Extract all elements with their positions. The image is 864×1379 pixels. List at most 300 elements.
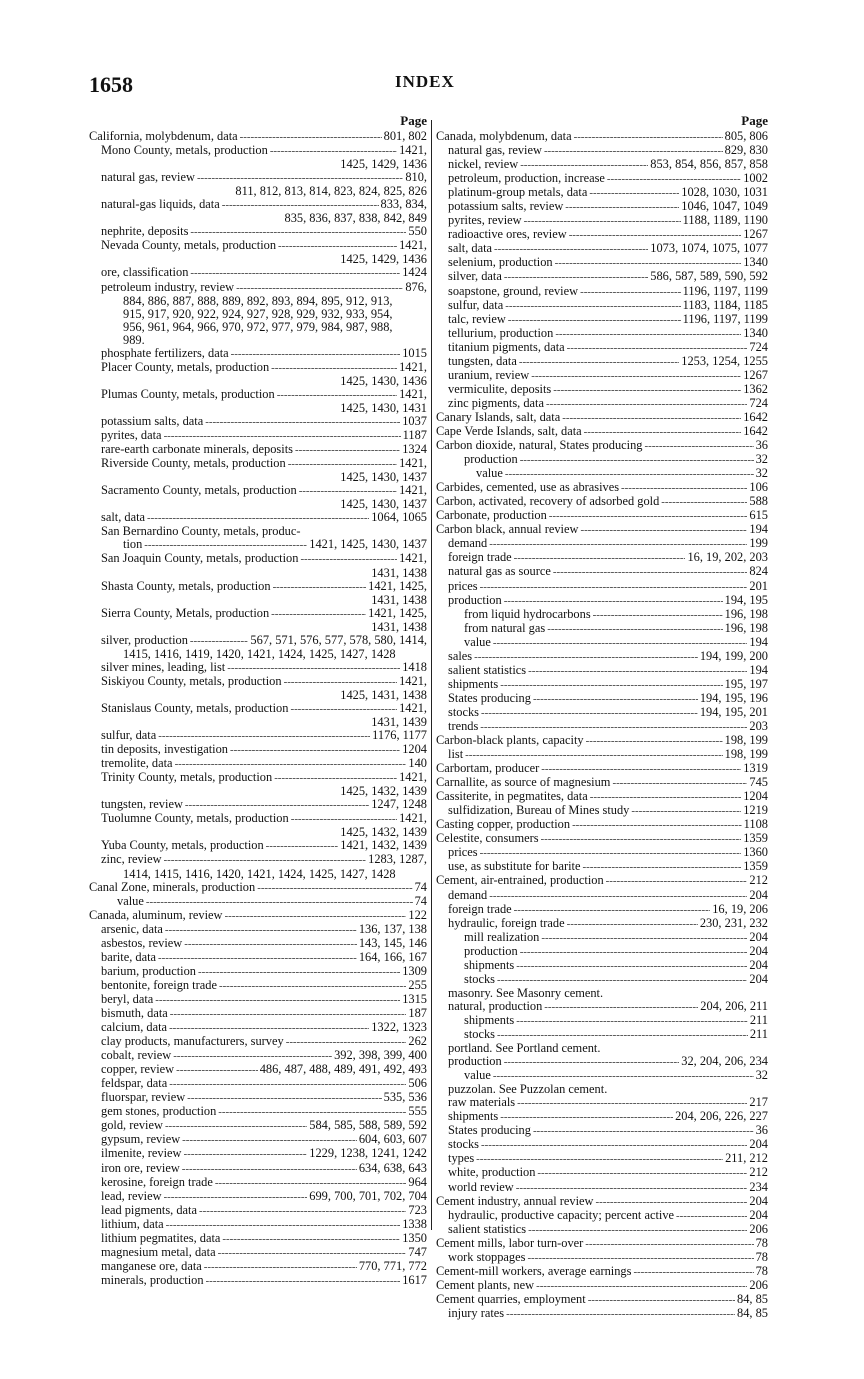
entry-term: types — [448, 1151, 475, 1166]
leader-dots — [295, 443, 400, 457]
column-heading: Page — [741, 113, 768, 128]
index-entry — [436, 299, 768, 313]
entry-line — [436, 973, 768, 987]
entry-line — [89, 798, 427, 812]
leader-dots — [222, 198, 379, 212]
entry-pages: 1421, 1425, — [368, 578, 427, 593]
leader-dots — [528, 664, 747, 678]
leader-dots — [567, 917, 698, 931]
entry-line — [436, 1237, 768, 1251]
entry-term: shipments — [464, 1012, 515, 1027]
index-entry — [436, 242, 768, 256]
entry-pages: 194, 195 — [724, 592, 768, 607]
leader-dots — [147, 511, 369, 525]
leader-dots — [284, 675, 398, 689]
index-entry — [89, 839, 427, 853]
index-entry — [89, 1232, 427, 1246]
entry-pages: 1421, 1432, 1439 — [340, 838, 427, 853]
index-entry — [89, 993, 427, 1007]
index-entry — [89, 1260, 427, 1274]
entry-term: radioactive ores, review — [448, 227, 567, 242]
entry-term: demand — [448, 887, 488, 902]
entry-pages: 1028, 1030, 1031 — [681, 185, 768, 200]
index-entry — [436, 1293, 768, 1307]
entry-pages: 194 — [749, 634, 768, 649]
entry-pages: 194, 199, 200 — [699, 648, 768, 663]
entry-pages: 136, 137, 138 — [358, 921, 427, 936]
entry-line — [436, 299, 768, 313]
leader-dots — [547, 622, 722, 636]
entry-pages: 1617 — [402, 1272, 427, 1287]
entry-line — [436, 200, 768, 214]
entry-term: portland. See Portland cement. — [448, 1041, 601, 1056]
index-entry — [436, 439, 768, 453]
index-entry — [436, 720, 768, 734]
leader-dots — [480, 580, 748, 594]
leader-dots — [182, 1133, 357, 1147]
entry-term: Casting copper, production — [436, 817, 571, 832]
leader-dots — [169, 1021, 369, 1035]
entry-term: petroleum, production, increase — [448, 171, 605, 186]
entry-line — [436, 903, 768, 917]
entry-term: salt, data — [101, 510, 146, 525]
index-entry — [89, 798, 427, 812]
entry-term: salt, data — [448, 241, 493, 256]
entry-line — [436, 537, 768, 551]
entry-term: phosphate fertilizers, data — [101, 345, 229, 360]
leader-dots — [541, 832, 742, 846]
entry-pages: 1309 — [402, 963, 427, 978]
entry-term: San Bernardino County, metals, produc- — [101, 524, 301, 539]
leader-dots — [146, 895, 413, 909]
entry-pages: 1267 — [743, 227, 768, 242]
leader-dots — [533, 692, 698, 706]
leader-dots — [218, 1105, 406, 1119]
entry-pages: 1015 — [402, 345, 427, 360]
index-column-left — [89, 112, 427, 1288]
index-entry — [436, 692, 768, 706]
index-entry — [436, 509, 768, 523]
entry-line — [436, 706, 768, 720]
entry-pages-continued: 1431, 1438 — [371, 619, 427, 634]
entry-term: Cement plants, new — [436, 1277, 535, 1292]
entry-term: California, molybdenum, data — [89, 129, 238, 143]
entry-pages-continued: 1425, 1430, 1431 — [340, 400, 427, 415]
entry-pages: 212 — [749, 873, 768, 888]
entry-term: nickel, review — [448, 157, 519, 172]
entry-pages: 194, 195, 201 — [699, 704, 768, 719]
leader-dots — [190, 634, 249, 648]
leader-dots — [546, 397, 747, 411]
entry-pages-continued: 884, 886, 887, 888, 889, 892, 893, 894, 895, 912, 913, — [123, 293, 393, 308]
entry-pages: 255 — [408, 977, 427, 992]
entry-term: use, as substitute for barite — [448, 859, 581, 874]
entry-line — [89, 729, 427, 743]
index-entry — [436, 1265, 768, 1279]
index-entry — [89, 361, 427, 388]
entry-line — [436, 636, 768, 650]
entry-pages: 1319 — [743, 761, 768, 776]
entry-term: Riverside County, metals, production — [101, 456, 286, 471]
entry-term: Mono County, metals, production — [101, 143, 268, 158]
entry-line — [89, 1077, 427, 1091]
entry-term: asbestos, review — [101, 935, 183, 950]
entry-line — [436, 1055, 768, 1069]
entry-term: potassium salts, review — [448, 199, 564, 214]
leader-dots — [544, 144, 723, 158]
entry-pages: 1064, 1065 — [371, 510, 427, 525]
entry-line — [436, 565, 768, 579]
entry-pages: 584, 585, 588, 589, 592 — [309, 1118, 427, 1133]
entry-pages: 36 — [755, 438, 768, 453]
entry-pages-continued: 1425, 1430, 1437 — [340, 470, 427, 485]
leader-dots — [572, 818, 742, 832]
entry-term: Carbides, cemented, use as abrasives — [436, 480, 620, 495]
entry-term: tin deposits, investigation — [101, 742, 228, 757]
entry-pages-continued: 1431, 1438 — [371, 592, 427, 607]
index-entry — [89, 757, 427, 771]
entry-pages: 1188, 1189, 1190 — [682, 213, 768, 228]
entry-pages: 204 — [749, 943, 768, 958]
leader-dots — [158, 729, 370, 743]
leader-dots — [516, 1181, 748, 1195]
entry-term: salient statistics — [448, 1221, 527, 1236]
entry-line — [436, 664, 768, 678]
entry-term: nephrite, deposits — [101, 224, 189, 239]
entry-term: production — [448, 592, 502, 607]
index-entry — [436, 200, 768, 214]
index-entry — [89, 923, 427, 937]
leader-dots — [184, 937, 357, 951]
entry-line — [89, 429, 427, 443]
entry-term: vermiculite, deposits — [448, 381, 552, 396]
entry-term: puzzolan. See Puzzolan cement. — [448, 1082, 608, 1097]
entry-line — [89, 1204, 427, 1218]
entry-pages: 1253, 1254, 1255 — [681, 353, 768, 368]
leader-dots — [493, 636, 748, 650]
entry-term: kerosine, foreign trade — [101, 1174, 213, 1189]
leader-dots — [504, 270, 648, 284]
leader-dots — [497, 1028, 748, 1042]
leader-dots — [586, 734, 723, 748]
entry-pages: 187 — [408, 1006, 427, 1020]
entry-term: Sacramento County, metals, production — [101, 483, 297, 498]
entry-line — [89, 1274, 427, 1288]
leader-dots — [169, 1077, 406, 1091]
entry-line — [436, 580, 768, 594]
entry-pages: 699, 700, 701, 702, 704 — [309, 1188, 427, 1203]
entry-line — [436, 846, 768, 860]
index-entry — [89, 1190, 427, 1204]
entry-line — [89, 1176, 427, 1190]
entry-pages: 745 — [749, 775, 768, 790]
entry-pages: 84, 85 — [737, 1291, 768, 1306]
index-entry — [89, 937, 427, 951]
leader-dots — [231, 347, 401, 361]
entry-line — [89, 144, 427, 158]
index-entry — [436, 397, 768, 411]
index-entry — [436, 1110, 768, 1124]
entry-pages: 1340 — [743, 325, 768, 340]
entry-pages: 853, 854, 856, 857, 858 — [650, 157, 768, 172]
leader-dots — [537, 1166, 747, 1180]
leader-dots — [520, 158, 648, 172]
entry-line — [89, 1218, 427, 1232]
entry-term: Carbon-black plants, capacity — [436, 733, 584, 748]
leader-dots — [505, 467, 754, 481]
index-entry — [436, 481, 768, 495]
entry-line — [89, 1190, 427, 1204]
entry-term: stocks — [448, 1137, 479, 1152]
index-entry — [436, 1279, 768, 1293]
index-entry — [436, 1152, 768, 1166]
entry-pages: 194, 195, 196 — [699, 690, 768, 705]
entry-term: San Joaquin County, metals, production — [101, 551, 299, 566]
entry-pages: 723 — [408, 1202, 427, 1217]
entry-pages: 1037 — [402, 413, 427, 428]
entry-pages: 1196, 1197, 1199 — [682, 311, 768, 326]
entry-pages: 1204 — [402, 742, 427, 757]
leader-dots — [480, 846, 742, 860]
index-entry — [89, 729, 427, 743]
entry-pages: 211 — [749, 1027, 768, 1041]
entry-pages: 1340 — [743, 255, 768, 270]
leader-dots — [165, 923, 357, 937]
entry-pages: 1421, — [399, 811, 427, 826]
index-entry — [89, 951, 427, 965]
entry-pages: 392, 398, 399, 400 — [334, 1048, 427, 1063]
index-entry — [436, 425, 768, 439]
entry-pages-continued: 915, 917, 920, 922, 924, 927, 928, 929, 932, 933, 954, — [123, 306, 393, 321]
entry-term: prices — [448, 845, 478, 860]
entry-term: petroleum industry, review — [101, 279, 235, 294]
index-entry — [89, 130, 427, 144]
entry-line — [89, 1147, 427, 1161]
entry-term: natural, production — [448, 998, 543, 1013]
entry-pages: 1421, — [399, 673, 427, 688]
entry-pages: 1421, — [399, 700, 427, 715]
entry-line — [89, 993, 427, 1007]
entry-line — [89, 675, 427, 689]
entry-line — [89, 923, 427, 937]
leader-dots — [516, 959, 747, 973]
entry-pages: 206 — [749, 1221, 768, 1236]
entry-pages: 1338 — [402, 1216, 427, 1231]
entry-line — [436, 987, 768, 1000]
index-entry — [436, 804, 768, 818]
leader-dots — [580, 285, 681, 299]
index-entry — [436, 650, 768, 664]
leader-dots — [606, 874, 748, 888]
entry-term: Canal Zone, minerals, production — [89, 879, 256, 894]
page-number: 1658 — [89, 72, 133, 97]
entry-term: value — [464, 1068, 491, 1083]
entry-line — [436, 172, 768, 186]
index-entry — [436, 327, 768, 341]
leader-dots — [266, 839, 339, 853]
entry-pages: 1421, — [399, 551, 427, 566]
leader-dots — [476, 1152, 723, 1166]
entry-pages: 16, 19, 206 — [712, 901, 768, 916]
entry-pages: 1315 — [402, 991, 427, 1006]
leader-dots — [205, 415, 400, 429]
index-entry — [89, 281, 427, 347]
index-entry — [436, 832, 768, 846]
leader-dots — [524, 214, 681, 228]
leader-dots — [277, 388, 397, 402]
entry-pages-continued: 1425, 1429, 1436 — [340, 157, 427, 172]
entry-pages: 195, 197 — [724, 676, 768, 691]
entry-term: shipments — [464, 957, 515, 972]
entry-pages: 196, 198 — [724, 606, 768, 621]
index-entry — [436, 903, 768, 917]
entry-term: from natural gas — [464, 620, 546, 635]
leader-dots — [644, 439, 753, 453]
entry-line — [89, 1035, 427, 1049]
leader-dots — [633, 1265, 753, 1279]
index-entry — [436, 172, 768, 186]
entry-line — [89, 965, 427, 979]
leader-dots — [218, 1246, 407, 1260]
entry-line — [436, 1279, 768, 1293]
entry-term: white, production — [448, 1165, 536, 1180]
entry-line — [89, 895, 427, 909]
index-entry — [89, 457, 427, 484]
entry-term: fluorspar, review — [101, 1090, 186, 1105]
entry-pages: 74 — [414, 879, 427, 894]
entry-term: foreign trade — [448, 550, 512, 565]
leader-dots — [278, 239, 397, 253]
entry-term: stocks — [448, 704, 479, 719]
leader-dots — [500, 678, 722, 692]
entry-pages: 1247, 1248 — [371, 797, 427, 812]
entry-term: lead pigments, data — [101, 1202, 197, 1217]
entry-pages: 201 — [749, 578, 768, 593]
leader-dots — [197, 171, 403, 185]
index-entry — [89, 1147, 427, 1161]
leader-dots — [155, 993, 400, 1007]
index-entry — [89, 525, 427, 552]
entry-pages-continued: 1415, 1416, 1419, 1420, 1421, 1424, 1425, 1427, 1428 — [123, 646, 396, 661]
entry-pages: 36 — [755, 1123, 768, 1138]
leader-dots — [536, 1279, 747, 1293]
index-entry — [89, 1176, 427, 1190]
entry-line — [89, 361, 427, 375]
entry-pages: 194 — [749, 662, 768, 677]
entry-pages: 1350 — [402, 1230, 427, 1245]
index-entry — [436, 341, 768, 355]
entry-term: value — [476, 466, 503, 481]
entry-term: gold, review — [101, 1118, 163, 1133]
index-entry — [436, 285, 768, 299]
index-entry — [89, 1007, 427, 1021]
index-entry — [89, 1162, 427, 1176]
entry-pages: 78 — [755, 1263, 768, 1278]
entry-line — [436, 594, 768, 608]
index-entry — [436, 158, 768, 172]
entry-pages: 212 — [749, 1165, 768, 1180]
entry-pages-continued: 1425, 1429, 1436 — [340, 252, 427, 267]
index-entry — [436, 214, 768, 228]
entry-pages-continued: 956, 961, 964, 966, 970, 972, 977, 979, 984, 987, 988, — [123, 319, 393, 334]
leader-dots — [494, 242, 648, 256]
entry-pages: 198, 199 — [724, 747, 768, 762]
entry-line — [89, 347, 427, 361]
entry-pages: 634, 638, 643 — [358, 1160, 427, 1175]
entry-pages: 1421, — [399, 359, 427, 374]
entry-term: Cement, air-entrained, production — [436, 873, 604, 888]
entry-term: barite, data — [101, 949, 157, 964]
entry-pages-continued: 1425, 1430, 1437 — [340, 497, 427, 512]
entry-line — [436, 748, 768, 762]
index-column-right — [436, 112, 768, 1321]
entry-pages: 1219 — [743, 803, 768, 818]
entry-pages: 1283, 1287, — [368, 852, 427, 867]
index-entry — [89, 552, 427, 579]
index-entry — [436, 228, 768, 242]
leader-dots — [286, 1035, 407, 1049]
entry-pages: 1002 — [743, 171, 768, 186]
entry-term: sales — [448, 648, 473, 663]
entry-pages: 106 — [749, 480, 768, 495]
entry-line — [436, 1096, 768, 1110]
entry-line — [436, 228, 768, 242]
index-entry — [436, 706, 768, 720]
leader-dots — [184, 1147, 308, 1161]
index-entry — [436, 959, 768, 973]
entry-pages: 32, 204, 206, 234 — [681, 1054, 768, 1069]
entry-pages: 32 — [755, 1068, 768, 1083]
entry-term: rare-earth carbonate minerals, deposits — [101, 442, 293, 457]
entry-pages: 217 — [749, 1095, 768, 1110]
index-entry — [89, 702, 427, 729]
leader-dots — [528, 1223, 747, 1237]
leader-dots — [240, 130, 382, 144]
index-entry — [89, 634, 427, 661]
entry-line — [89, 757, 427, 771]
entry-pages: 1229, 1238, 1241, 1242 — [309, 1146, 427, 1161]
leader-dots — [165, 1119, 307, 1133]
entry-pages: 198, 199 — [724, 733, 768, 748]
page-title: INDEX — [395, 72, 455, 91]
entry-line — [436, 369, 768, 383]
index-entry — [89, 388, 427, 415]
entry-line — [89, 388, 427, 402]
entry-term: Stanislaus County, metals, production — [101, 700, 289, 715]
entry-line — [436, 285, 768, 299]
entry-line — [89, 743, 427, 757]
entry-line — [436, 1152, 768, 1166]
index-entry — [436, 594, 768, 608]
entry-line — [89, 909, 427, 923]
entry-term: hydraulic, foreign trade — [448, 915, 565, 930]
entry-line — [436, 608, 768, 622]
entry-line — [436, 495, 768, 509]
entry-term: lithium pegmatites, data — [101, 1230, 221, 1245]
entry-pages: 204 — [749, 929, 768, 944]
index-entry — [89, 1204, 427, 1218]
entry-pages: 1421, — [399, 386, 427, 401]
index-entry — [89, 266, 427, 280]
entry-term: Cape Verde Islands, salt, data — [436, 423, 582, 438]
entry-line — [436, 425, 768, 439]
entry-pages: 204, 206, 211 — [700, 998, 768, 1013]
entry-line — [89, 538, 427, 552]
entry-term: raw materials — [448, 1095, 516, 1110]
leader-dots — [544, 1000, 698, 1014]
index-entry — [436, 186, 768, 200]
entry-pages: 122 — [408, 907, 427, 922]
